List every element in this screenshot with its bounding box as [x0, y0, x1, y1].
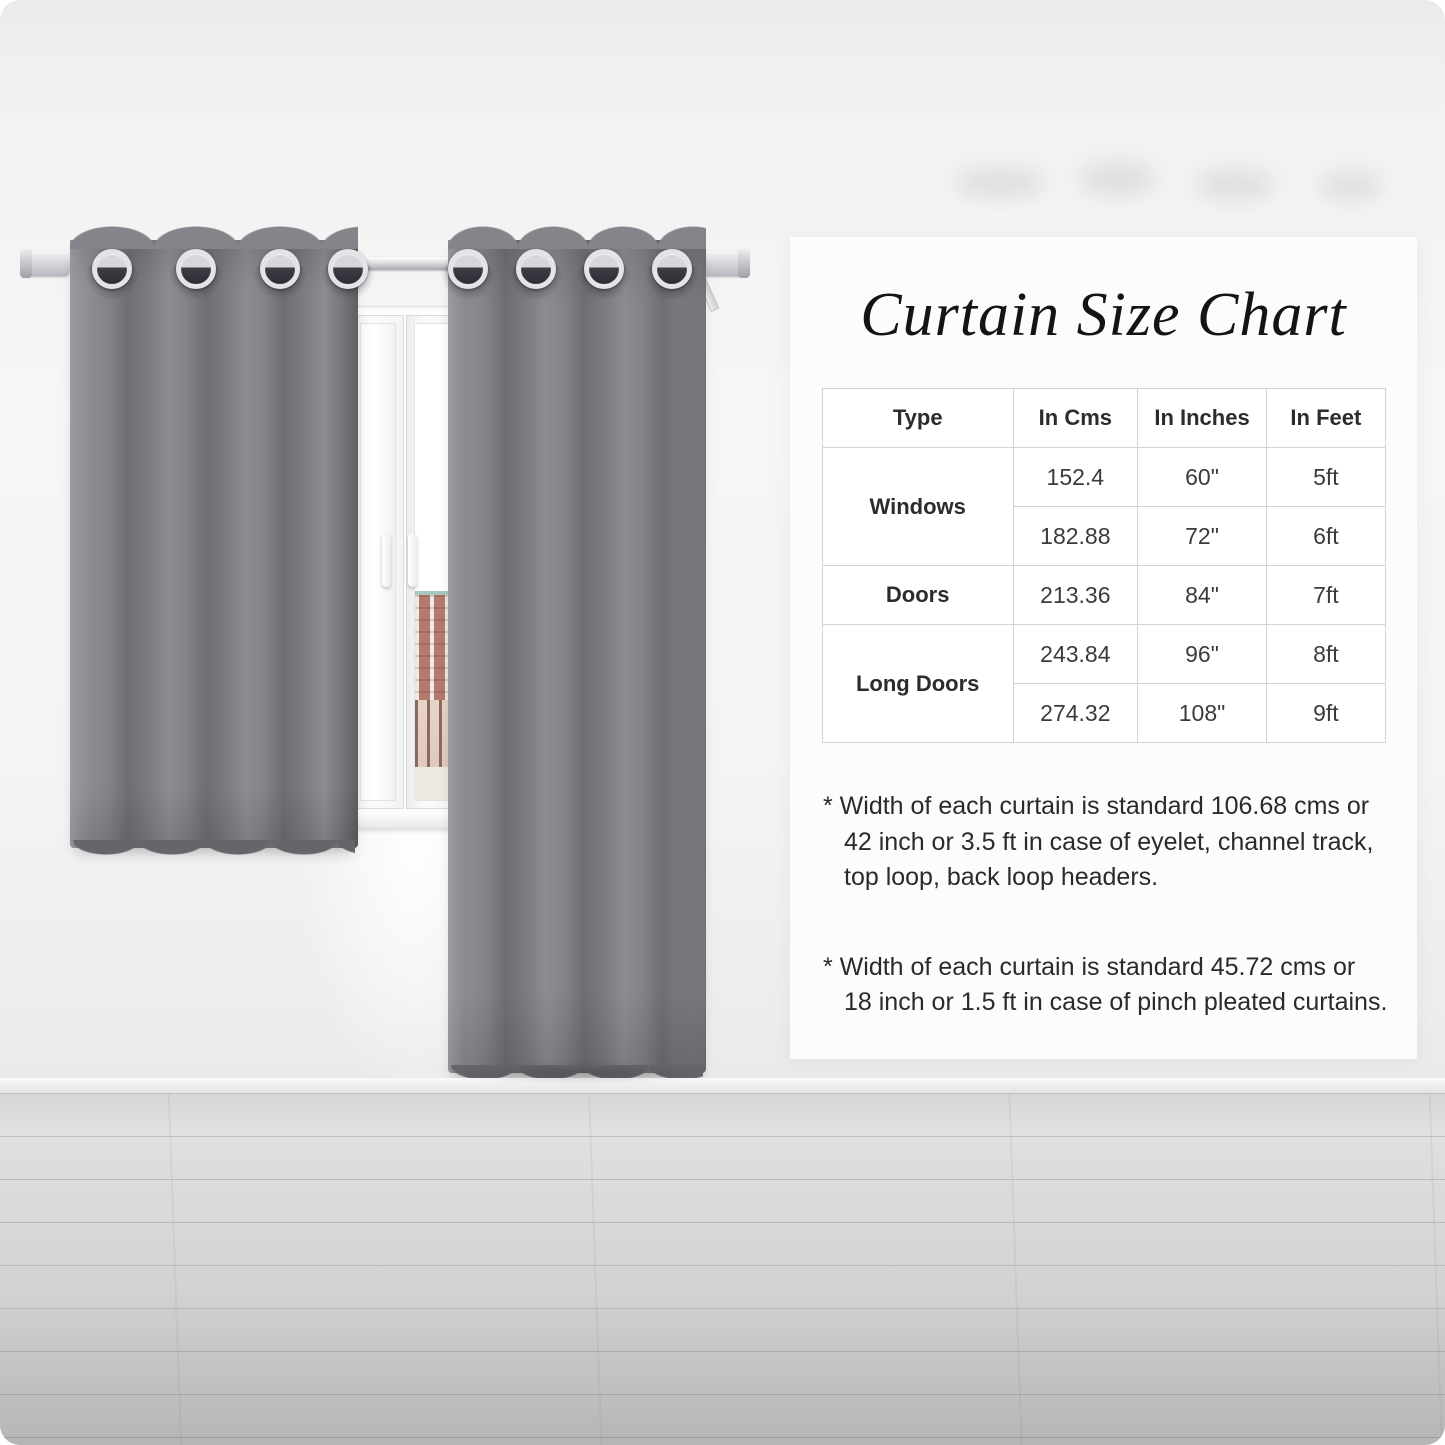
curtain-grommet	[260, 249, 300, 289]
table-row	[822, 625, 1385, 684]
chart-title: Curtain Size Chart	[860, 281, 1347, 349]
header-inches: In Inches	[1137, 389, 1266, 448]
curtain-grommet	[448, 249, 488, 289]
type-cell-windows: Windows	[822, 448, 1013, 566]
wood-floor	[0, 1094, 1445, 1445]
curtain-floor-shadow	[444, 1064, 714, 1084]
footnote-eyelet-width: * Width of each curtain is standard 106.68 cms or 42 inch or 3.5 ft in case of eyelet, channel track, top loop, back loop headers.	[823, 792, 1374, 892]
cms-cell: 213.36	[1013, 566, 1137, 625]
type-cell-doors: Doors	[822, 566, 1013, 625]
curtain-grommet	[328, 249, 368, 289]
curtain-header-folds	[70, 226, 358, 249]
window-handle-left	[382, 533, 391, 587]
curtain-panel-long	[448, 240, 706, 1073]
cms-cell: 243.84	[1013, 625, 1137, 684]
inches-cell: 108"	[1137, 684, 1266, 743]
curtain-fabric	[448, 240, 706, 1073]
type-cell-long-doors: Long Doors	[822, 625, 1013, 743]
footnote-pinch-pleat-width: * Width of each curtain is standard 45.72 cms or 18 inch or 1.5 ft in case of pinch pleated curtains.	[823, 952, 1388, 1017]
wall-smudge	[1195, 170, 1275, 200]
brick-building-view	[415, 595, 451, 700]
curtain-grommet	[584, 249, 624, 289]
feet-cell: 8ft	[1267, 625, 1385, 684]
lower-building-view	[415, 700, 451, 767]
window-glass-frame	[414, 323, 452, 801]
building-base-view	[415, 767, 451, 800]
cms-cell: 182.88	[1013, 507, 1137, 566]
table-row	[822, 448, 1385, 507]
curtain-panel-short	[70, 240, 358, 848]
header-type: Type	[822, 389, 1013, 448]
table-row	[822, 566, 1385, 625]
curtain-grommet	[516, 249, 556, 289]
cms-cell: 152.4	[1013, 448, 1137, 507]
feet-cell: 5ft	[1267, 448, 1385, 507]
inches-cell: 84"	[1137, 566, 1266, 625]
wall-smudge	[1080, 162, 1155, 196]
size-table	[822, 388, 1386, 743]
footnotes	[823, 789, 1389, 1021]
feet-cell: 7ft	[1267, 566, 1385, 625]
curtain-grommet	[92, 249, 132, 289]
curtain-fabric	[70, 240, 358, 848]
feet-cell: 6ft	[1267, 507, 1385, 566]
size-chart-card	[790, 237, 1417, 1059]
inches-cell: 60"	[1137, 448, 1266, 507]
header-feet: In Feet	[1267, 389, 1385, 448]
rod-finial-right	[700, 251, 746, 276]
curtain-header-folds	[448, 226, 706, 249]
table-header-row	[822, 389, 1385, 448]
feet-cell: 9ft	[1267, 684, 1385, 743]
inches-cell: 96"	[1137, 625, 1266, 684]
inches-cell: 72"	[1137, 507, 1266, 566]
wall-smudge	[1320, 172, 1382, 200]
sky-view	[415, 324, 451, 591]
curtain-hem	[73, 840, 355, 855]
curtain-grommet	[652, 249, 692, 289]
window-glass	[415, 324, 451, 800]
baseboard	[0, 1078, 1445, 1094]
window-casement-left	[352, 315, 404, 809]
wall-smudge	[955, 168, 1045, 198]
header-cms: In Cms	[1013, 389, 1137, 448]
rod-finial-left	[24, 251, 70, 276]
curtain-grommet	[176, 249, 216, 289]
window-handle-right	[408, 533, 417, 587]
cms-cell: 274.32	[1013, 684, 1137, 743]
